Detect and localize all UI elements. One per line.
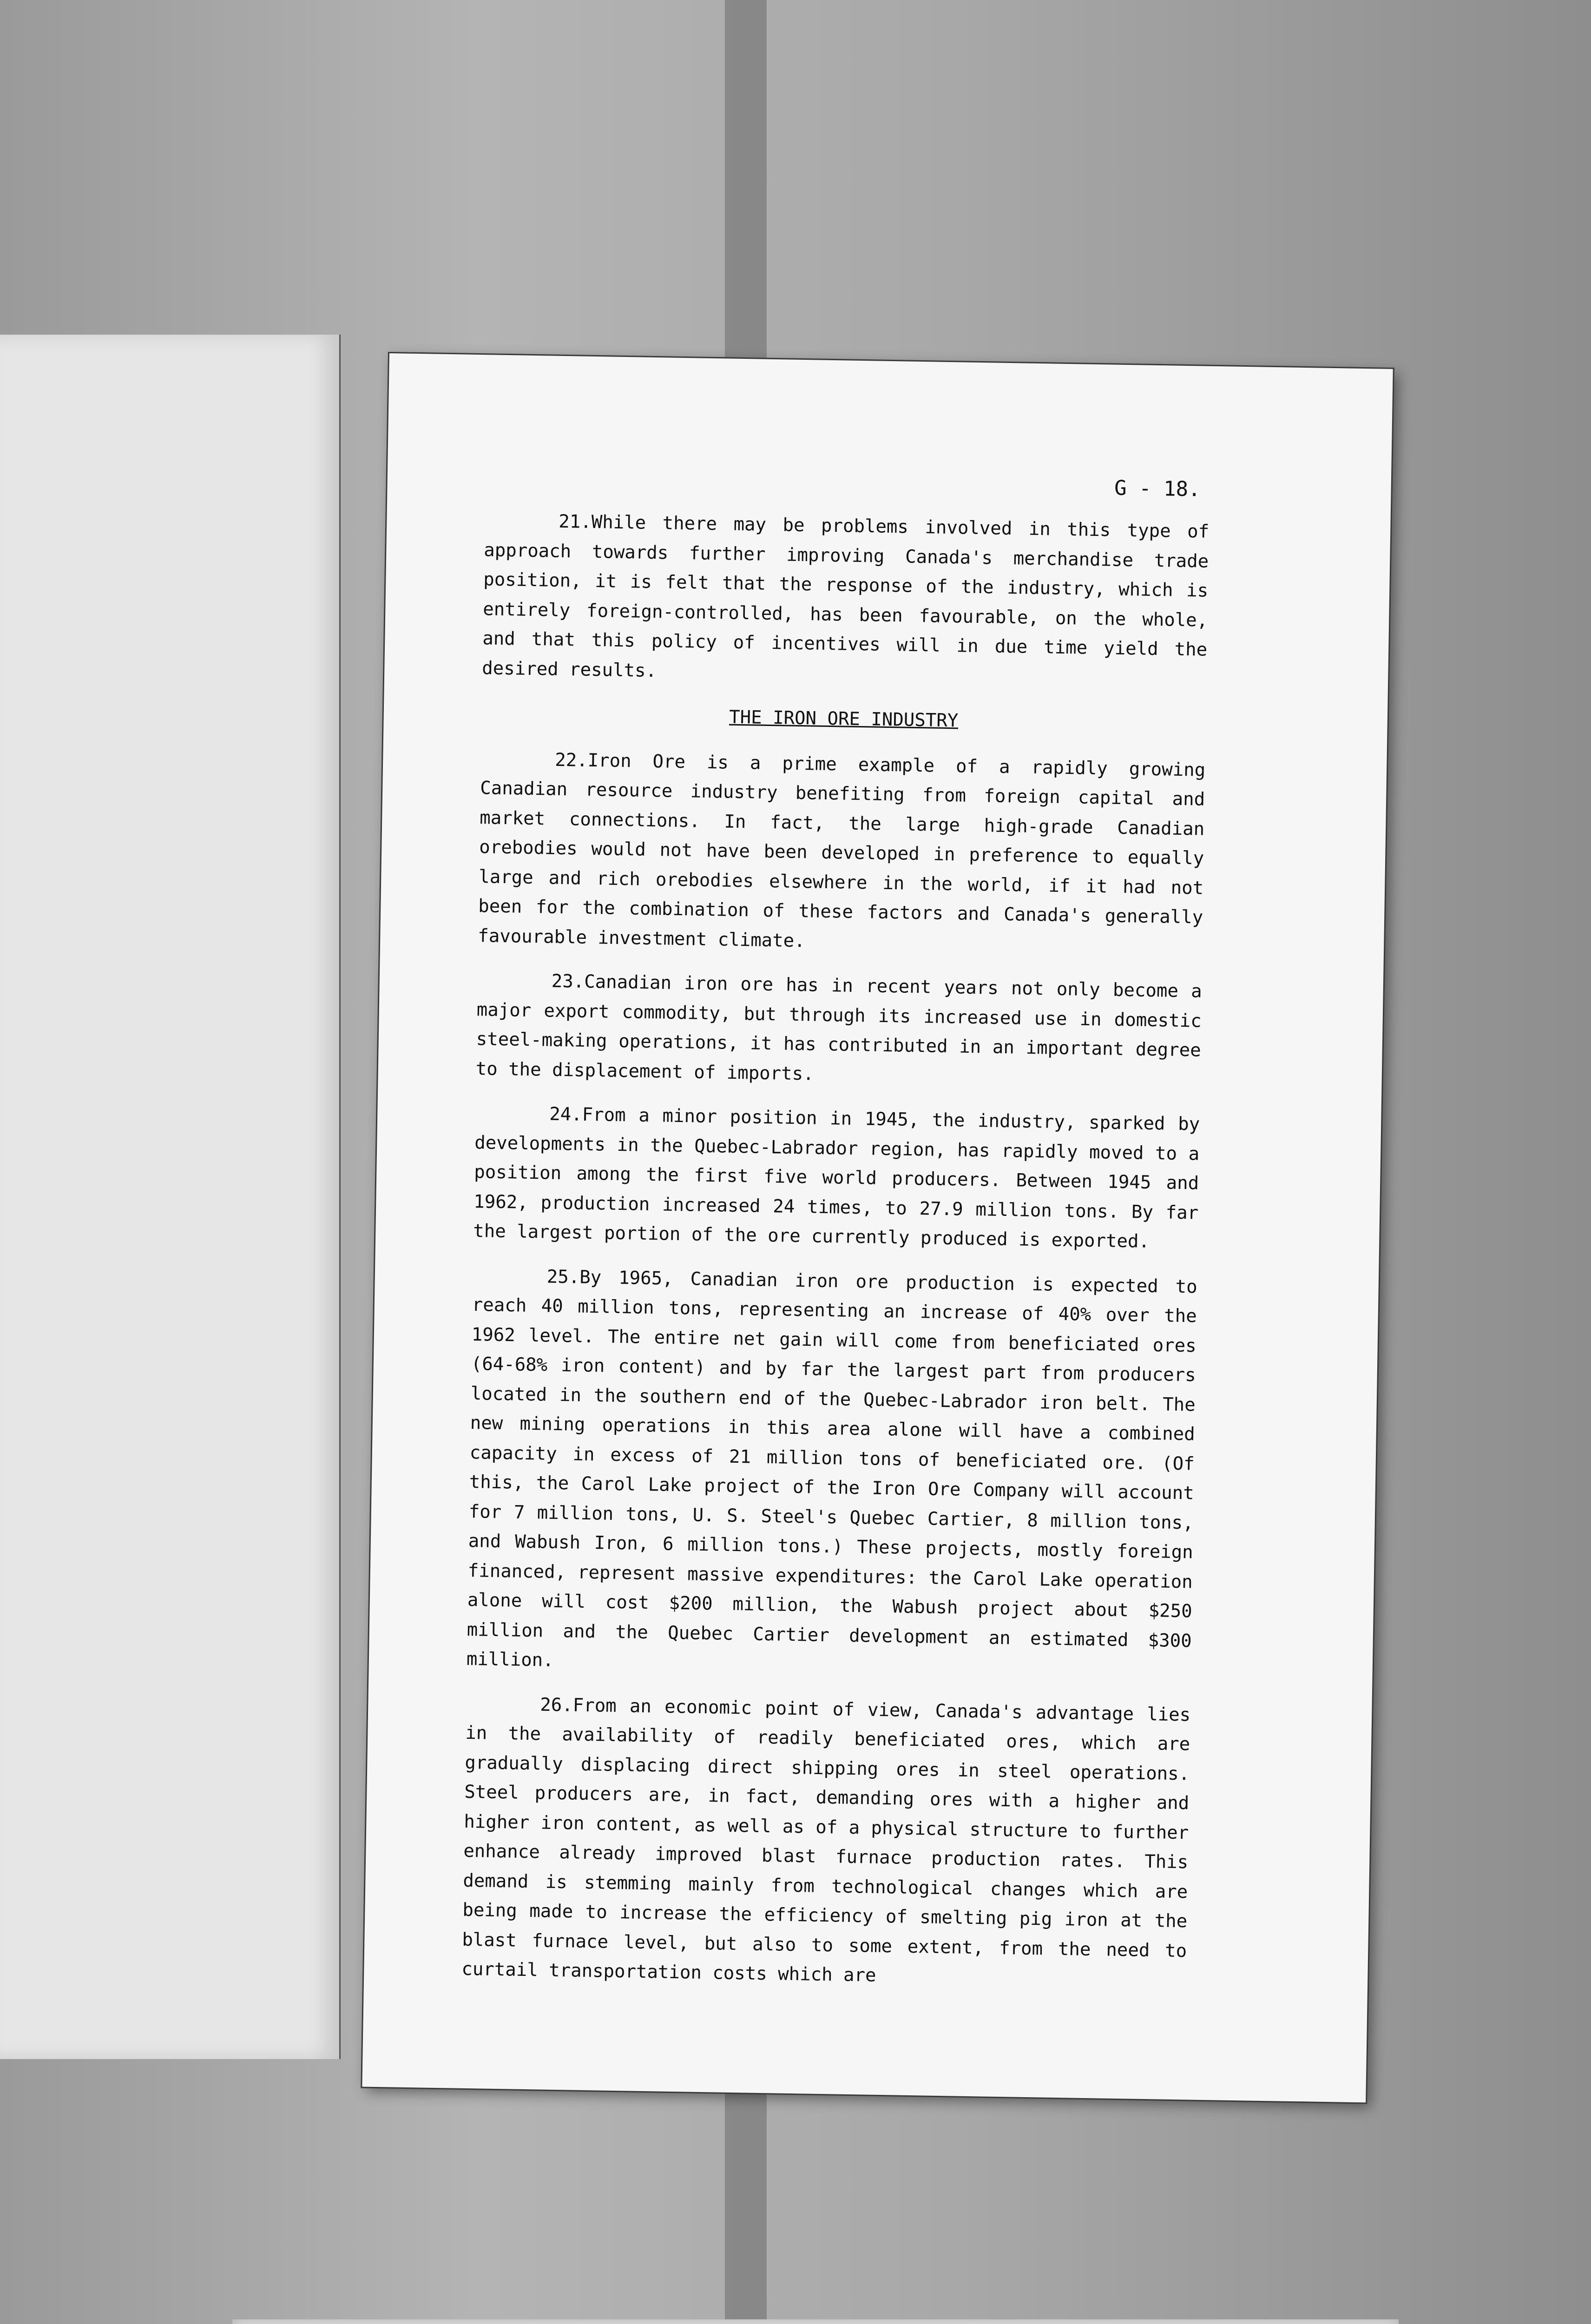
paragraph-number: 22.	[554, 749, 588, 771]
paragraph-21	[482, 506, 1210, 694]
paragraph-number: 24.	[549, 1103, 583, 1125]
paragraph-text: Canadian iron ore has in recent years not only become a major export commodity, but through its increased use in domestic steel-making operations, it has contributed in an important degree to the displacement of imports.	[475, 971, 1203, 1085]
paragraph-number: 26.	[540, 1694, 573, 1716]
paragraph-text: From a minor position in 1945, the industry, sparked by developments in the Quebec-Labrador region, has rapidly moved to a position among the first five world producers. Between 1945 and 1962, production increased 24 times, to 27.9 million tons. By far the largest portion of the ore currently produced is exported.	[473, 1104, 1200, 1252]
section-heading: THE IRON ORE INDUSTRY	[729, 706, 959, 732]
archives-plate	[232, 2319, 1399, 2324]
paragraph-number: 23.	[551, 971, 585, 992]
paragraph-24	[473, 1098, 1200, 1257]
paragraph-text: From an economic point of view, Canada's advantage lies in the availability of readily beneficiated ores, which are gradually displacing direct shipping ores in steel operations. Steel producers are, in fact, demanding ores with a higher and higher iron content, as well as of a physical structure to further enhance already improved blast furnace production rates. This demand is stemming mainly from technological changes which are being made to increase the efficiency of smelting pig iron at the blast furnace level, but also to some extent, from the need to curtail transportation costs which are	[461, 1695, 1191, 1986]
paragraph-text: By 1965, Canadian iron ore production is expected to reach 40 million tons, representing an increase of 40% over the 1962 level. The entire net gain will come from beneficiated ores (64-68% iron content) and by far the largest part from producers located in the southern end of the Quebec-Labrador iron belt. The new mining operations in this area alone will have a combined capacity in excess of 21 million tons of beneficiated ore. (Of this, the Carol Lake project of the Iron Ore Company will account for 7 million tons, U. S. Steel's Quebec Cartier, 8 million tons, and Wabush Iron, 6 million tons.) These projects, mostly foreign financed, represent massive expenditures: the Carol Lake operation alone will cost $200 million, the Wabush project about $250 million and the Quebec Cartier development an estimated $300 million.	[466, 1267, 1198, 1671]
paragraph-number: 21.	[559, 511, 592, 533]
paragraph-text: While there may be problems involved in this type of approach towards further improving Canada's merchandise trade position, it is felt that the response of the industry, which is entirely foreign-controlled, has been favourable, on the whole, and that this policy of incentives will in due time yield the desired results.	[482, 511, 1210, 681]
paragraph-22	[478, 744, 1206, 962]
document-page	[362, 353, 1393, 2102]
paragraph-number: 25.	[546, 1266, 580, 1288]
paragraph-25	[466, 1261, 1197, 1685]
left-facing-page	[0, 335, 341, 2059]
paragraph-text: Iron Ore is a prime example of a rapidly growing Canadian resource industry benefiting from foreign capital and market connections. In fact, the large high-grade Canadian orebodies would not have been developed in preference to equally large and rich orebodies elsewhere in the world, if it had not been for the combination of these factors and Canada's generally favourable investment climate.	[477, 750, 1206, 951]
paragraph-23	[475, 965, 1202, 1095]
page-number: G - 18.	[1114, 476, 1201, 502]
paragraph-26	[461, 1689, 1191, 1995]
page-content	[461, 506, 1209, 2010]
